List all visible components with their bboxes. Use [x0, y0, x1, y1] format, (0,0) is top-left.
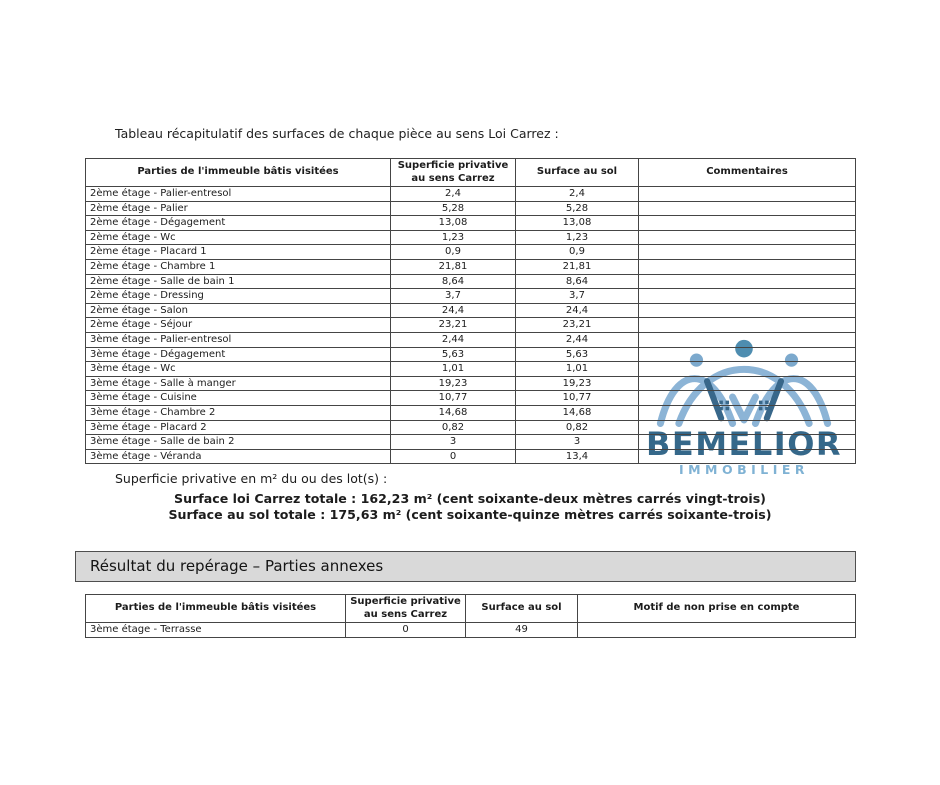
cell-commentaire	[639, 259, 856, 274]
cell-sol: 19,23	[516, 376, 639, 391]
table-row	[86, 332, 856, 347]
cell-partie: 2ème étage - Salle de bain 1	[86, 274, 391, 289]
cell-sol: 13,08	[516, 216, 639, 231]
cell-carrez: 0	[346, 623, 466, 638]
superficie-note: Superficie privative en m² du ou des lot(s) :	[115, 471, 388, 486]
cell-commentaire	[639, 347, 856, 362]
cell-carrez: 0,82	[391, 420, 516, 435]
cell-carrez: 1,23	[391, 230, 516, 245]
cell-sol: 13,4	[516, 449, 639, 464]
cell-partie: 3ème étage - Véranda	[86, 449, 391, 464]
cell-partie: 3ème étage - Wc	[86, 362, 391, 377]
cell-partie: 2ème étage - Wc	[86, 230, 391, 245]
cell-sol: 5,28	[516, 201, 639, 216]
totals-block	[0, 491, 940, 522]
total-sol-line: Surface au sol totale : 175,63 m² (cent soixante-quinze mètres carrés soixante-trois)	[168, 506, 772, 522]
cell-commentaire	[639, 318, 856, 333]
cell-carrez: 24,4	[391, 303, 516, 318]
cell-carrez: 10,77	[391, 391, 516, 406]
cell-partie: 2ème étage - Palier-entresol	[86, 187, 391, 202]
cell-carrez: 5,28	[391, 201, 516, 216]
table-row	[86, 289, 856, 304]
table-row	[86, 216, 856, 231]
cell-carrez: 3,7	[391, 289, 516, 304]
cell-partie: 2ème étage - Chambre 1	[86, 259, 391, 274]
cell-carrez: 21,81	[391, 259, 516, 274]
cell-partie: 2ème étage - Palier	[86, 201, 391, 216]
cell-carrez: 0,9	[391, 245, 516, 260]
table-row	[86, 201, 856, 216]
cell-carrez: 8,64	[391, 274, 516, 289]
header-commentaires: Commentaires	[639, 159, 856, 187]
cell-carrez: 23,21	[391, 318, 516, 333]
cell-sol: 0,82	[516, 420, 639, 435]
cell-partie: 2ème étage - Placard 1	[86, 245, 391, 260]
cell-partie: 3ème étage - Placard 2	[86, 420, 391, 435]
annexes-table-header-row	[86, 595, 856, 623]
cell-sol: 2,44	[516, 332, 639, 347]
cell-commentaire	[639, 274, 856, 289]
header-parties: Parties de l'immeuble bâtis visitées	[86, 159, 391, 187]
cell-partie: 3ème étage - Salle à manger	[86, 376, 391, 391]
table-row	[86, 623, 856, 638]
section-banner-annexes: Résultat du repérage – Parties annexes	[75, 551, 856, 582]
cell-partie: 2ème étage - Séjour	[86, 318, 391, 333]
cell-commentaire	[639, 405, 856, 420]
cell-commentaire	[639, 289, 856, 304]
cell-partie: 2ème étage - Dégagement	[86, 216, 391, 231]
cell-partie: 2ème étage - Salon	[86, 303, 391, 318]
cell-sol: 1,01	[516, 362, 639, 377]
cell-sol: 3	[516, 435, 639, 450]
cell-commentaire	[639, 435, 856, 450]
table-row	[86, 435, 856, 450]
cell-commentaire	[639, 449, 856, 464]
cell-commentaire	[639, 245, 856, 260]
table-row	[86, 362, 856, 377]
cell-carrez: 14,68	[391, 405, 516, 420]
cell-commentaire	[639, 201, 856, 216]
cell-commentaire	[639, 303, 856, 318]
header-superficie-carrez: Superficie privative au sens Carrez	[391, 159, 516, 187]
table-row	[86, 303, 856, 318]
cell-commentaire	[639, 332, 856, 347]
cell-partie: 3ème étage - Palier-entresol	[86, 332, 391, 347]
table-row	[86, 318, 856, 333]
table-row	[86, 391, 856, 406]
cell-partie: 3ème étage - Chambre 2	[86, 405, 391, 420]
cell-carrez: 1,01	[391, 362, 516, 377]
logo-wordmark: BEMELIOR	[645, 425, 843, 463]
header-superficie-carrez-annexes: Superficie privative au sens Carrez	[346, 595, 466, 623]
table-row	[86, 274, 856, 289]
header-surface-sol: Surface au sol	[516, 159, 639, 187]
cell-commentaire	[639, 216, 856, 231]
cell-sol: 0,9	[516, 245, 639, 260]
table-row	[86, 449, 856, 464]
cell-commentaire	[639, 230, 856, 245]
cell-sol: 2,4	[516, 187, 639, 202]
table-row	[86, 245, 856, 260]
table-row	[86, 347, 856, 362]
total-carrez-line: Surface loi Carrez totale : 162,23 m² (cent soixante-deux mètres carrés vingt-trois)	[174, 491, 766, 506]
table-row	[86, 376, 856, 391]
cell-partie: 3ème étage - Salle de bain 2	[86, 435, 391, 450]
cell-motif	[578, 623, 856, 638]
header-surface-sol-annexes: Surface au sol	[466, 595, 578, 623]
cell-sol: 3,7	[516, 289, 639, 304]
cell-commentaire	[639, 420, 856, 435]
cell-carrez: 13,08	[391, 216, 516, 231]
surfaces-table	[85, 158, 856, 464]
cell-sol: 1,23	[516, 230, 639, 245]
cell-partie: 3ème étage - Cuisine	[86, 391, 391, 406]
cell-carrez: 2,4	[391, 187, 516, 202]
header-motif: Motif de non prise en compte	[578, 595, 856, 623]
surfaces-table-header-row	[86, 159, 856, 187]
cell-sol: 5,63	[516, 347, 639, 362]
cell-sol: 10,77	[516, 391, 639, 406]
main-table-title: Tableau récapitulatif des surfaces de chaque pièce au sens Loi Carrez :	[115, 126, 559, 141]
logo-subtitle: IMMOBILIER	[678, 462, 810, 477]
cell-sol: 8,64	[516, 274, 639, 289]
cell-commentaire	[639, 376, 856, 391]
annexes-table	[85, 594, 856, 638]
cell-carrez: 3	[391, 435, 516, 450]
table-row	[86, 405, 856, 420]
cell-partie: 2ème étage - Dressing	[86, 289, 391, 304]
cell-sol: 23,21	[516, 318, 639, 333]
table-row	[86, 230, 856, 245]
cell-commentaire	[639, 391, 856, 406]
cell-sol: 24,4	[516, 303, 639, 318]
cell-sol: 14,68	[516, 405, 639, 420]
table-row	[86, 420, 856, 435]
table-row	[86, 187, 856, 202]
cell-carrez: 5,63	[391, 347, 516, 362]
cell-carrez: 0	[391, 449, 516, 464]
cell-partie: 3ème étage - Dégagement	[86, 347, 391, 362]
cell-sol: 49	[466, 623, 578, 638]
cell-carrez: 2,44	[391, 332, 516, 347]
table-row	[86, 259, 856, 274]
cell-partie: 3ème étage - Terrasse	[86, 623, 346, 638]
cell-commentaire	[639, 362, 856, 377]
header-parties-annexes: Parties de l'immeuble bâtis visitées	[86, 595, 346, 623]
cell-carrez: 19,23	[391, 376, 516, 391]
cell-sol: 21,81	[516, 259, 639, 274]
cell-commentaire	[639, 187, 856, 202]
